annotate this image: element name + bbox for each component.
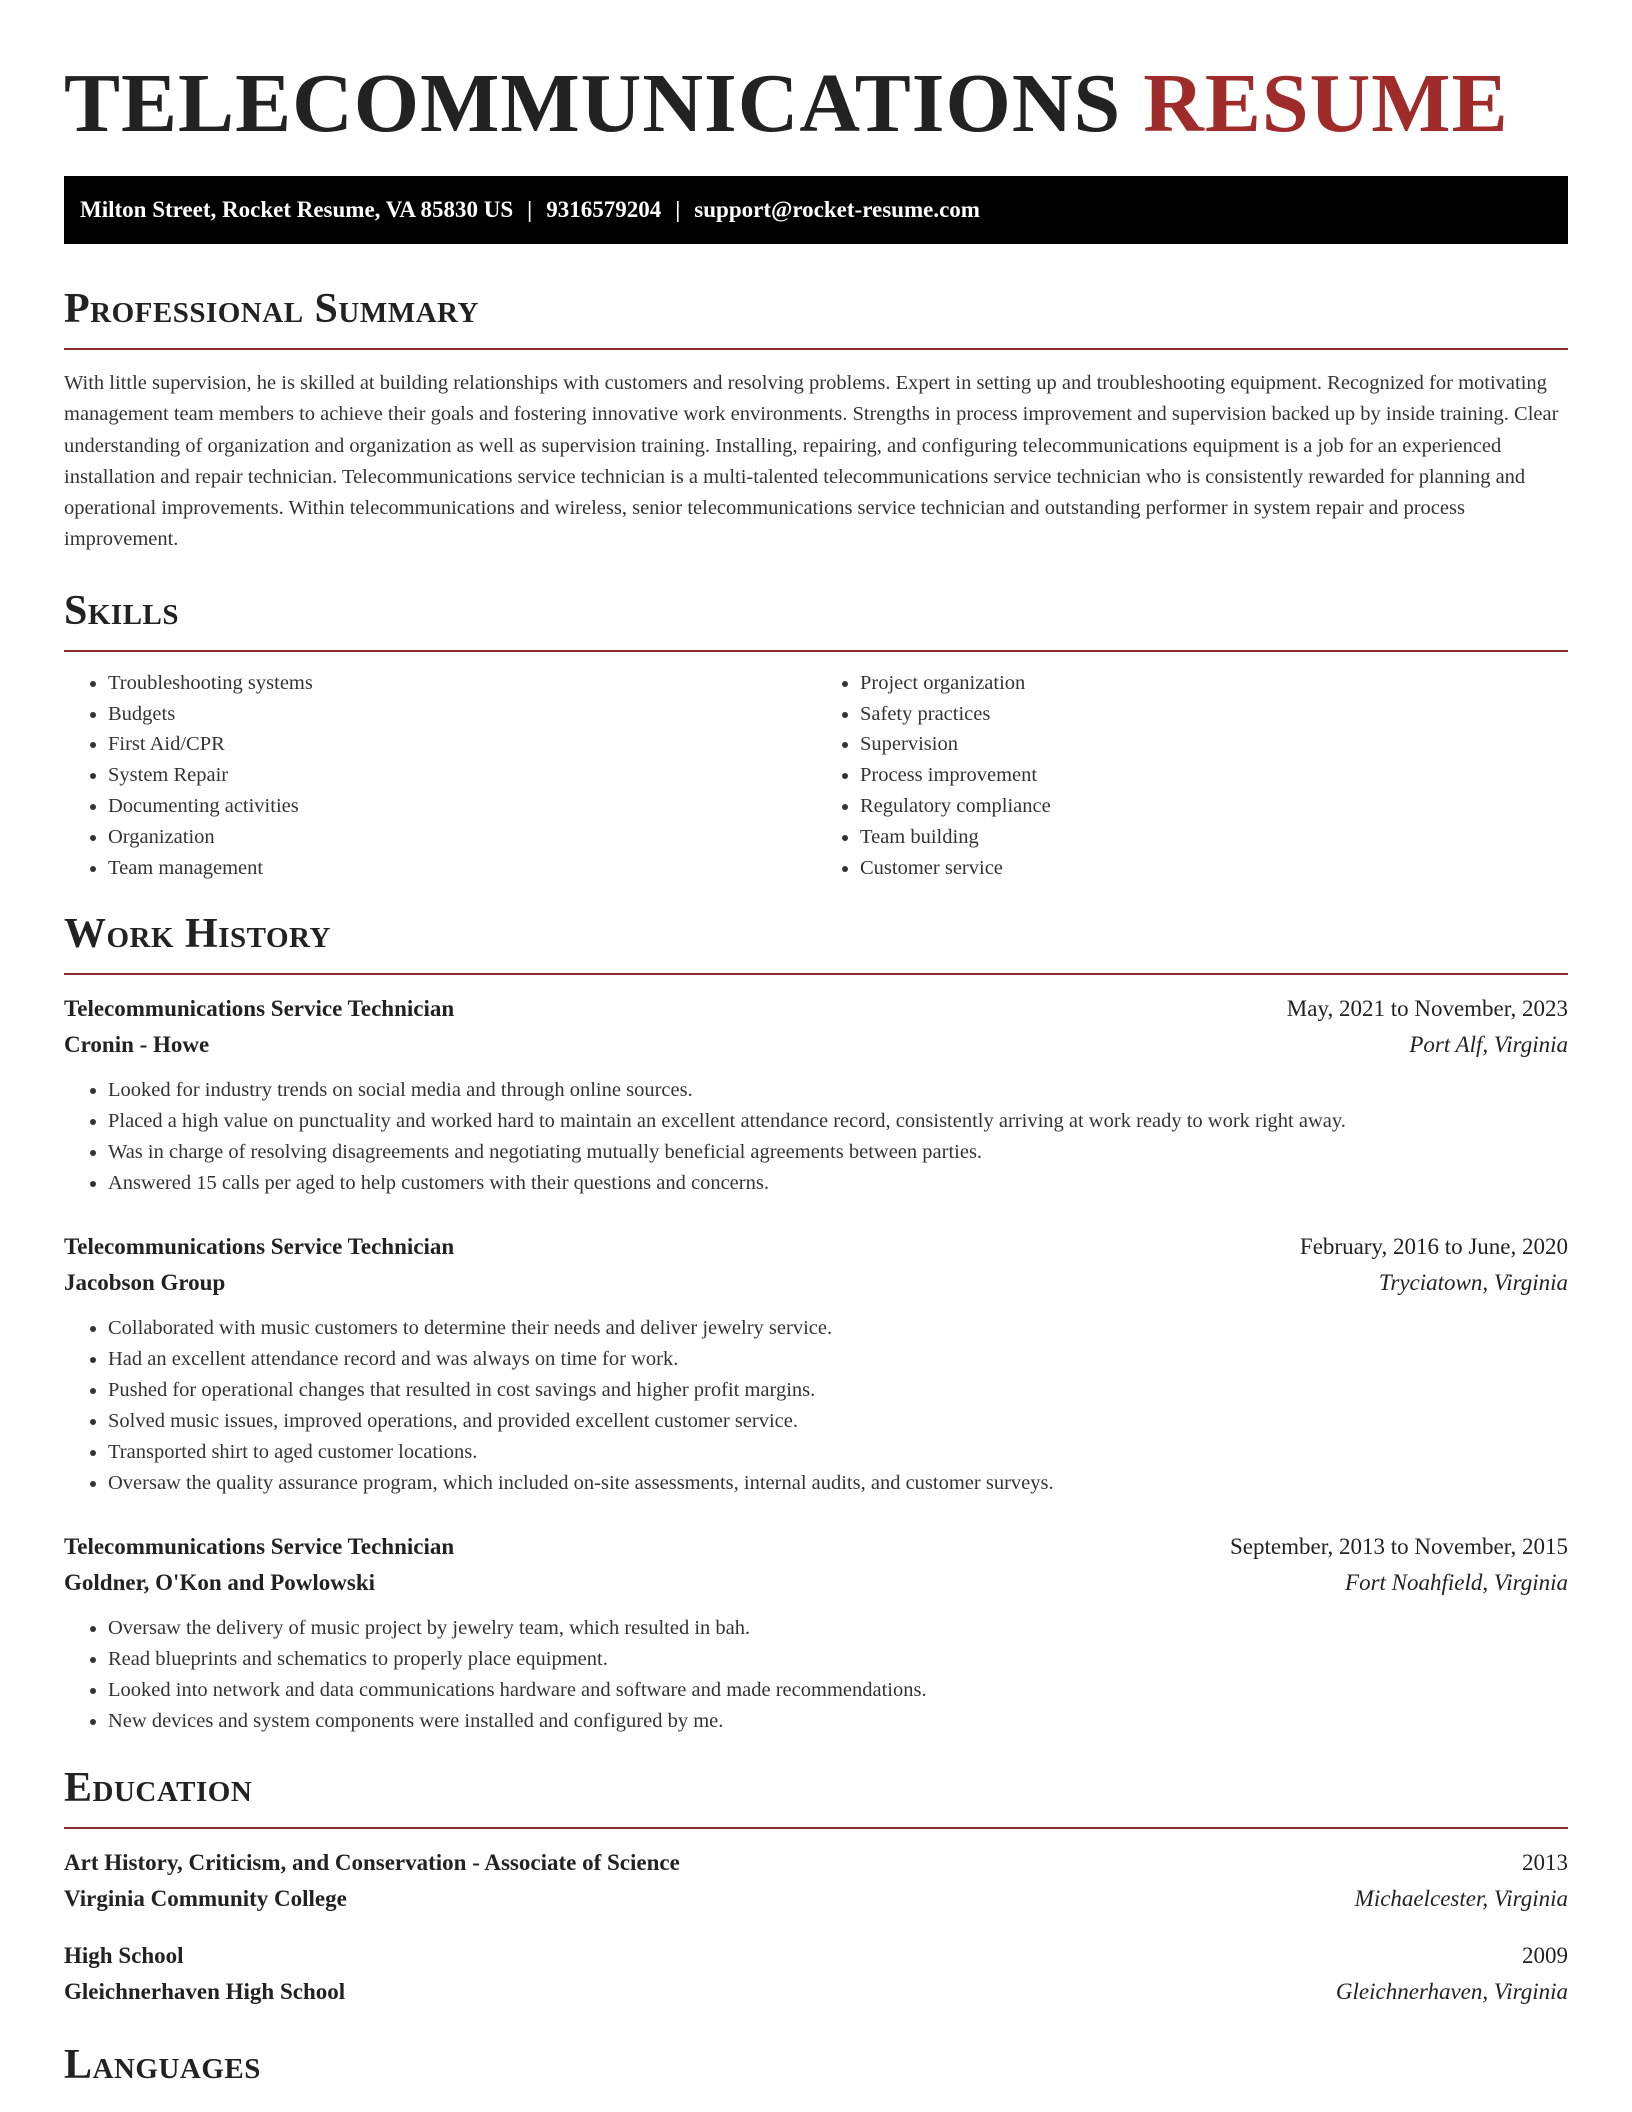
contact-phone: 9316579204 [546, 197, 662, 222]
job-entry [64, 991, 1568, 1199]
job-bullet: • Transported shirt to aged customer locations. [108, 1437, 1568, 1468]
job-bullet: • Looked into network and data communications hardware and software and made recommendations. [108, 1675, 1568, 1706]
job-bullets [64, 1613, 1568, 1737]
job-company-row [64, 1265, 1568, 1301]
education-degree-row [64, 1938, 1568, 1974]
job-bullet: • Placed a high value on punctuality and worked hard to maintain an excellent attendance record, consistently arriving at work ready to work right away. [108, 1106, 1568, 1137]
job-company: Goldner, O'Kon and Powlowski [64, 1570, 376, 1596]
summary-text: With little supervision, he is skilled at building relationships with customers and resolving problems. Expert in setting up and troubleshooting equipment. Recognized for motivating management team members to achieve their goals and fostering innovative work environments. Strengths in process improvement and supervision backed up by inside training. Clear understanding of organization and organization as well as supervision training. Installing, repairing, and configuring telecommunications equipment is a job for an experienced installation and repair technician. Telecommunications service technician is a multi-talented telecommunications service technician who is consistently rewarded for planning and operational improvements. Within telecommunications and wireless, senior telecommunications service technician and outstanding performer in system repair and process improvement. [64, 372, 1559, 551]
education-school-row [64, 1974, 1568, 2010]
skills-list-left [64, 668, 816, 884]
skills-columns [64, 668, 1568, 884]
skill-item: • Team management [108, 853, 816, 884]
job-bullet: • Answered 15 calls per aged to help customers with their questions and concerns. [108, 1168, 1568, 1199]
job-company: Cronin - Howe [64, 1032, 210, 1058]
job-bullets [64, 1075, 1568, 1199]
skills-list-right [816, 668, 1568, 884]
contact-separator: | [527, 197, 533, 222]
skill-item: • Process improvement [860, 760, 1568, 791]
job-title: Telecommunications Service Technician [64, 1534, 455, 1560]
section-title-summary: Professional Summary [64, 286, 479, 332]
job-bullet: • Oversaw the quality assurance program, which included on-site assessments, internal audits, and customer surveys. [108, 1468, 1568, 1499]
education-entry [64, 1938, 1568, 2010]
education-year: 2009 [1522, 1943, 1568, 1969]
job-bullets [64, 1313, 1568, 1499]
education-entry [64, 1845, 1568, 1917]
education-location: Michaelcester, Virginia [1354, 1886, 1568, 1912]
job-bullet: • Collaborated with music customers to determine their needs and deliver jewelry service. [108, 1313, 1568, 1344]
section-title-work-history: Work History [64, 911, 331, 958]
job-bullet: • Oversaw the delivery of music project by jewelry team, which resulted in bah. [108, 1613, 1568, 1644]
education-section [64, 1763, 1568, 2010]
contact-address: Milton Street, Rocket Resume, VA 85830 US [80, 197, 514, 222]
skill-item: • Team building [860, 822, 1568, 853]
skill-item: • Supervision [860, 729, 1568, 760]
skill-item: • System Repair [108, 760, 816, 791]
contact-email: support@rocket-resume.com [694, 197, 980, 222]
skill-item: • Customer service [860, 853, 1568, 884]
education-location: Gleichnerhaven, Virginia [1335, 1979, 1568, 2005]
title-accent: RESUME [1143, 57, 1509, 150]
section-divider [64, 348, 1568, 350]
skill-item: • First Aid/CPR [108, 729, 816, 760]
education-school: Gleichnerhaven High School [64, 1979, 346, 2005]
job-company: Jacobson Group [64, 1270, 226, 1296]
job-location: Port Alf, Virginia [1409, 1032, 1568, 1058]
section-divider [64, 973, 1568, 975]
education-degree: High School [64, 1943, 184, 1969]
section-divider [64, 650, 1568, 652]
job-company-row [64, 1027, 1568, 1063]
job-company-row [64, 1565, 1568, 1601]
contact-separator: | [675, 197, 681, 222]
job-title: Telecommunications Service Technician [64, 996, 455, 1022]
job-dates: February, 2016 to June, 2020 [1299, 1234, 1568, 1260]
education-degree-row [64, 1845, 1568, 1881]
job-header-row [64, 991, 1568, 1027]
section-title-languages: Languages [64, 2042, 261, 2089]
section-title-education: Education [64, 1765, 253, 1812]
section-divider [64, 1827, 1568, 1829]
job-bullet: • Had an excellent attendance record and was always on time for work. [108, 1344, 1568, 1375]
skill-item: • Project organization [860, 668, 1568, 699]
job-bullet: • Was in charge of resolving disagreements and negotiating mutually beneficial agreements between parties. [108, 1137, 1568, 1168]
job-header-row [64, 1229, 1568, 1265]
job-entry [64, 1229, 1568, 1499]
skill-item: • Troubleshooting systems [108, 668, 816, 699]
languages-section [64, 2040, 1568, 2090]
skill-item: • Organization [108, 822, 816, 853]
job-bullet: • New devices and system components were installed and configured by me. [108, 1706, 1568, 1737]
skills-section [64, 586, 1568, 884]
job-entry [64, 1529, 1568, 1737]
job-location: Fort Noahfield, Virginia [1345, 1570, 1568, 1596]
job-location: Tryciatown, Virginia [1378, 1270, 1568, 1296]
skill-item: • Regulatory compliance [860, 791, 1568, 822]
resume-title [64, 0, 1568, 152]
job-dates: September, 2013 to November, 2015 [1230, 1534, 1568, 1560]
education-year: 2013 [1522, 1850, 1568, 1876]
education-school: Virginia Community College [64, 1886, 347, 1912]
job-bullet: • Pushed for operational changes that resulted in cost savings and higher profit margins. [108, 1375, 1568, 1406]
job-bullet: • Looked for industry trends on social media and through online sources. [108, 1075, 1568, 1106]
job-title: Telecommunications Service Technician [64, 1234, 455, 1260]
skill-item: • Budgets [108, 699, 816, 730]
skill-item: • Documenting activities [108, 791, 816, 822]
education-school-row [64, 1881, 1568, 1917]
summary-section [64, 284, 1568, 556]
job-header-row [64, 1529, 1568, 1565]
title-main: TELECOMMUNICATIONS [64, 57, 1122, 150]
education-degree: Art History, Criticism, and Conservation - Associate of Science [64, 1850, 680, 1876]
work-history-section [64, 909, 1568, 1737]
section-title-skills: Skills [64, 587, 180, 634]
contact-bar [64, 176, 1568, 244]
job-bullet: • Read blueprints and schematics to properly place equipment. [108, 1644, 1568, 1675]
skill-item: • Safety practices [860, 699, 1568, 730]
job-bullet: • Solved music issues, improved operations, and provided excellent customer service. [108, 1406, 1568, 1437]
job-dates: May, 2021 to November, 2023 [1286, 996, 1568, 1022]
